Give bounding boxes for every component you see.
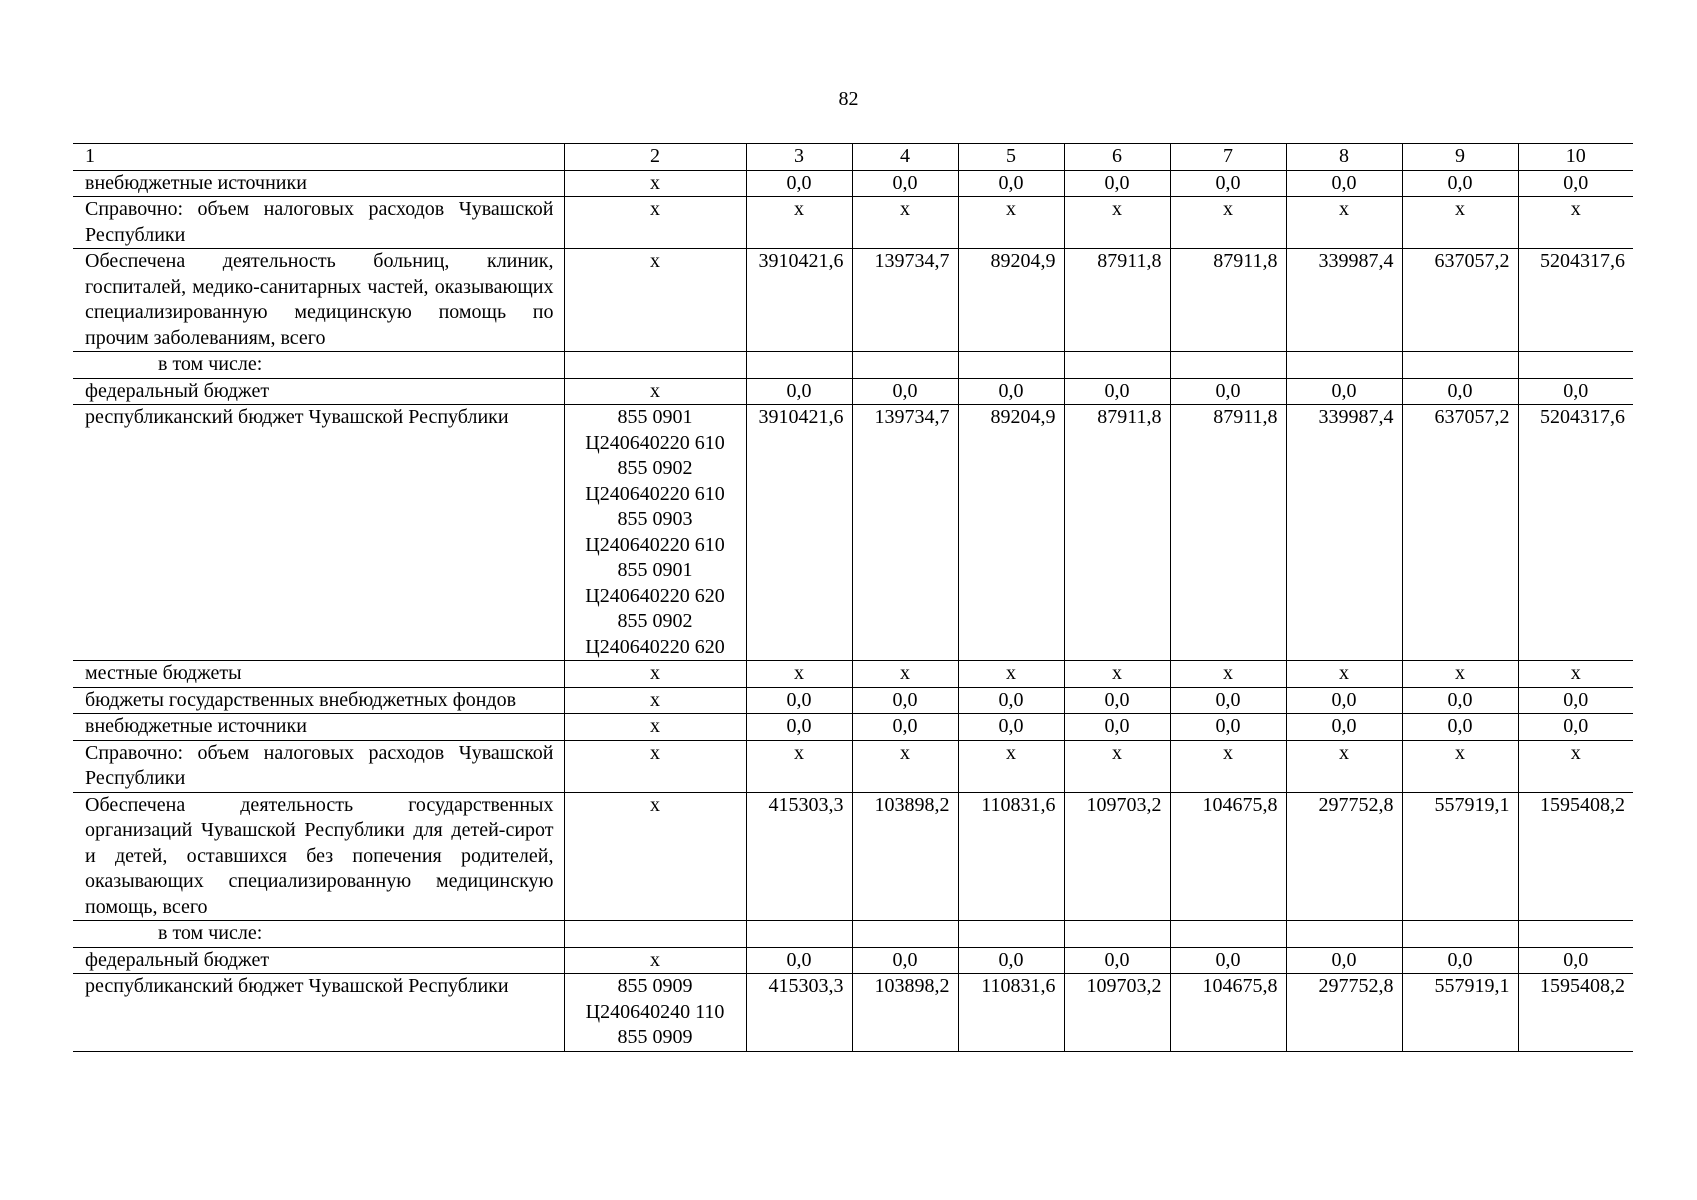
header-cell: 9 [1402,144,1518,171]
value-cell: 3910421,6 [746,249,852,352]
value-cell: 0,0 [958,170,1064,197]
value-cell [1064,921,1170,948]
value-cell: 0,0 [1064,714,1170,741]
value-cell: 0,0 [1518,687,1633,714]
value-cell: 0,0 [1286,947,1402,974]
header-cell: 6 [1064,144,1170,171]
budget-code-cell [564,661,746,688]
header-cell: 8 [1286,144,1402,171]
budget-code-line: 855 0903 [617,508,693,530]
header-cell: 1 [73,144,564,171]
header-cell: 4 [852,144,958,171]
value-cell: 87911,8 [1170,249,1286,352]
value-cell: 0,0 [1402,687,1518,714]
value-cell [746,352,852,379]
value-cell: 0,0 [746,947,852,974]
budget-code-cell [564,405,746,661]
budget-code-line: х [650,715,660,737]
value-cell: 339987,4 [1286,405,1402,661]
row-label: республиканский бюджет Чувашской Республики [73,974,564,1052]
value-cell: 0,0 [1402,714,1518,741]
value-cell: х [1170,740,1286,792]
value-cell: х [958,661,1064,688]
row-label: в том числе: [73,352,564,379]
value-cell: 110831,6 [958,792,1064,921]
value-cell: 0,0 [1518,947,1633,974]
budget-code-cell [564,378,746,405]
value-cell: х [1064,661,1170,688]
table-row [73,249,1633,352]
value-cell: х [1064,740,1170,792]
value-cell: 0,0 [958,378,1064,405]
value-cell: 1595408,2 [1518,974,1633,1052]
value-cell [1518,352,1633,379]
value-cell: х [852,740,958,792]
value-cell: 0,0 [958,714,1064,741]
value-cell: х [1402,197,1518,249]
value-cell: 89204,9 [958,249,1064,352]
row-label: Справочно: объем налоговых расходов Чувашской Республики [73,740,564,792]
value-cell: 557919,1 [1402,792,1518,921]
value-cell [852,352,958,379]
value-cell: 0,0 [1064,170,1170,197]
header-cell: 10 [1518,144,1633,171]
budget-code-cell [564,687,746,714]
budget-code-line: Ц240640240 110 [585,1000,725,1023]
value-cell: х [1286,197,1402,249]
value-cell [1402,921,1518,948]
value-cell: х [746,661,852,688]
budget-code-line: 855 0909 [617,1026,693,1048]
header-cell: 7 [1170,144,1286,171]
budget-code-line: х [650,198,660,220]
budget-code-line: х [650,948,660,971]
table-row [73,405,1633,661]
value-cell [958,352,1064,379]
value-cell: 0,0 [852,378,958,405]
value-cell: 0,0 [1286,714,1402,741]
value-cell: 109703,2 [1064,792,1170,921]
value-cell: х [1170,661,1286,688]
value-cell: х [1286,661,1402,688]
budget-code-line: х [650,379,660,402]
page-number: 82 [838,88,859,110]
value-cell: 297752,8 [1286,974,1402,1052]
budget-code-line: Ц240640220 610 [585,533,725,556]
budget-code-cell [564,792,746,921]
value-cell: 104675,8 [1170,792,1286,921]
value-cell: 0,0 [1170,687,1286,714]
value-cell: 110831,6 [958,974,1064,1052]
budget-code-line: х [650,662,660,684]
budget-code-cell [564,974,746,1052]
value-cell: 0,0 [1286,687,1402,714]
value-cell: х [1402,661,1518,688]
table-row [73,714,1633,741]
budget-code-cell [564,740,746,792]
budget-code-line: Ц240640220 610 [585,482,725,505]
value-cell [1170,921,1286,948]
value-cell: 87911,8 [1064,405,1170,661]
budget-code-line: 855 0909 [617,975,693,997]
budget-table [73,143,1633,1052]
row-label: в том числе: [73,921,564,948]
value-cell: 0,0 [1402,378,1518,405]
value-cell: 0,0 [746,378,852,405]
header-cell: 5 [958,144,1064,171]
value-cell [852,921,958,948]
budget-code-line: 855 0902 [617,610,693,632]
value-cell: х [1286,740,1402,792]
value-cell: 0,0 [746,170,852,197]
row-label: федеральный бюджет [73,378,564,405]
value-cell: х [958,740,1064,792]
value-cell [746,921,852,948]
table-body [73,144,1633,1052]
value-cell: 0,0 [1170,714,1286,741]
table-row [73,740,1633,792]
value-cell [1286,352,1402,379]
value-cell: 103898,2 [852,792,958,921]
header-cell: 3 [746,144,852,171]
value-cell: х [746,740,852,792]
value-cell [1064,352,1170,379]
table-row [73,170,1633,197]
table-row [73,947,1633,974]
table-row [73,974,1633,1052]
value-cell: 139734,7 [852,249,958,352]
row-label: местные бюджеты [73,661,564,688]
value-cell: 415303,3 [746,974,852,1052]
value-cell: 5204317,6 [1518,249,1633,352]
row-label: бюджеты государственных внебюджетных фондов [73,687,564,714]
value-cell: 0,0 [1170,378,1286,405]
row-label: Обеспечена деятельность государственных организаций Чувашской Республики для детей-сирот и детей, оставшихся без попечения родителей, оказывающих специализированную медицинскую помощь, всего [73,792,564,921]
value-cell: х [852,197,958,249]
value-cell: 5204317,6 [1518,405,1633,661]
value-cell: 0,0 [1286,170,1402,197]
table-row [73,792,1633,921]
value-cell: 557919,1 [1402,974,1518,1052]
row-label: внебюджетные источники [73,170,564,197]
value-cell [958,921,1064,948]
budget-code-cell [564,714,746,741]
value-cell: 0,0 [852,947,958,974]
value-cell: 0,0 [1518,170,1633,197]
row-label: Справочно: объем налоговых расходов Чувашской Республики [73,197,564,249]
budget-code-line: 855 0902 [617,457,693,479]
value-cell: 89204,9 [958,405,1064,661]
row-label: внебюджетные источники [73,714,564,741]
budget-code-line: х [650,171,660,194]
value-cell: 0,0 [1064,947,1170,974]
value-cell: 0,0 [958,687,1064,714]
value-cell: х [1402,740,1518,792]
budget-code-line: х [650,793,660,816]
value-cell: 637057,2 [1402,249,1518,352]
value-cell: 415303,3 [746,792,852,921]
value-cell: 0,0 [1286,378,1402,405]
budget-code-line: 855 0901 [617,406,693,428]
value-cell: 139734,7 [852,405,958,661]
value-cell: 0,0 [852,170,958,197]
budget-code-line: Ц240640220 620 [585,584,725,607]
budget-code-cell [564,197,746,249]
value-cell: 87911,8 [1064,249,1170,352]
budget-code-line: х [650,688,660,711]
value-cell: 0,0 [1064,378,1170,405]
value-cell: х [746,197,852,249]
value-cell: х [958,197,1064,249]
value-cell: 109703,2 [1064,974,1170,1052]
value-cell: 0,0 [1402,947,1518,974]
value-cell: х [852,661,958,688]
value-cell: х [1064,197,1170,249]
budget-code-cell [564,947,746,974]
budget-code-cell [564,249,746,352]
table-row [73,197,1633,249]
value-cell: 339987,4 [1286,249,1402,352]
value-cell: 104675,8 [1170,974,1286,1052]
value-cell: 0,0 [1518,714,1633,741]
value-cell: 0,0 [852,687,958,714]
header-cell: 2 [564,144,746,171]
value-cell: 0,0 [746,714,852,741]
table-header-row [73,144,1633,171]
value-cell: х [1518,197,1633,249]
value-cell: 637057,2 [1402,405,1518,661]
table-row [73,378,1633,405]
value-cell: 0,0 [1170,170,1286,197]
value-cell: 0,0 [1064,687,1170,714]
budget-code-line: Ц240640220 610 [585,431,725,454]
budget-code-cell [564,352,746,379]
value-cell [1402,352,1518,379]
value-cell: х [1518,661,1633,688]
value-cell: 0,0 [746,687,852,714]
table-row [73,921,1633,948]
value-cell [1518,921,1633,948]
table-row [73,661,1633,688]
value-cell: 1595408,2 [1518,792,1633,921]
value-cell: 0,0 [1402,170,1518,197]
value-cell: 103898,2 [852,974,958,1052]
value-cell: 0,0 [1170,947,1286,974]
budget-code-line: х [650,250,660,272]
value-cell: х [1170,197,1286,249]
row-label: Обеспечена деятельность больниц, клиник, госпиталей, медико-санитарных частей, оказывающих специализированную медицинскую помощь по прочим заболеваниям, всего [73,249,564,352]
budget-code-line: Ц240640220 620 [585,635,725,658]
table-row [73,687,1633,714]
budget-code-cell [564,170,746,197]
value-cell: 0,0 [958,947,1064,974]
value-cell [1170,352,1286,379]
row-label: федеральный бюджет [73,947,564,974]
budget-code-cell [564,921,746,948]
budget-code-line: 855 0901 [617,559,693,581]
value-cell [1286,921,1402,948]
row-label: республиканский бюджет Чувашской Республики [73,405,564,661]
table-row [73,352,1633,379]
value-cell: 297752,8 [1286,792,1402,921]
value-cell: х [1518,740,1633,792]
value-cell: 0,0 [852,714,958,741]
value-cell: 0,0 [1518,378,1633,405]
budget-code-line: х [650,741,660,764]
value-cell: 3910421,6 [746,405,852,661]
value-cell: 87911,8 [1170,405,1286,661]
